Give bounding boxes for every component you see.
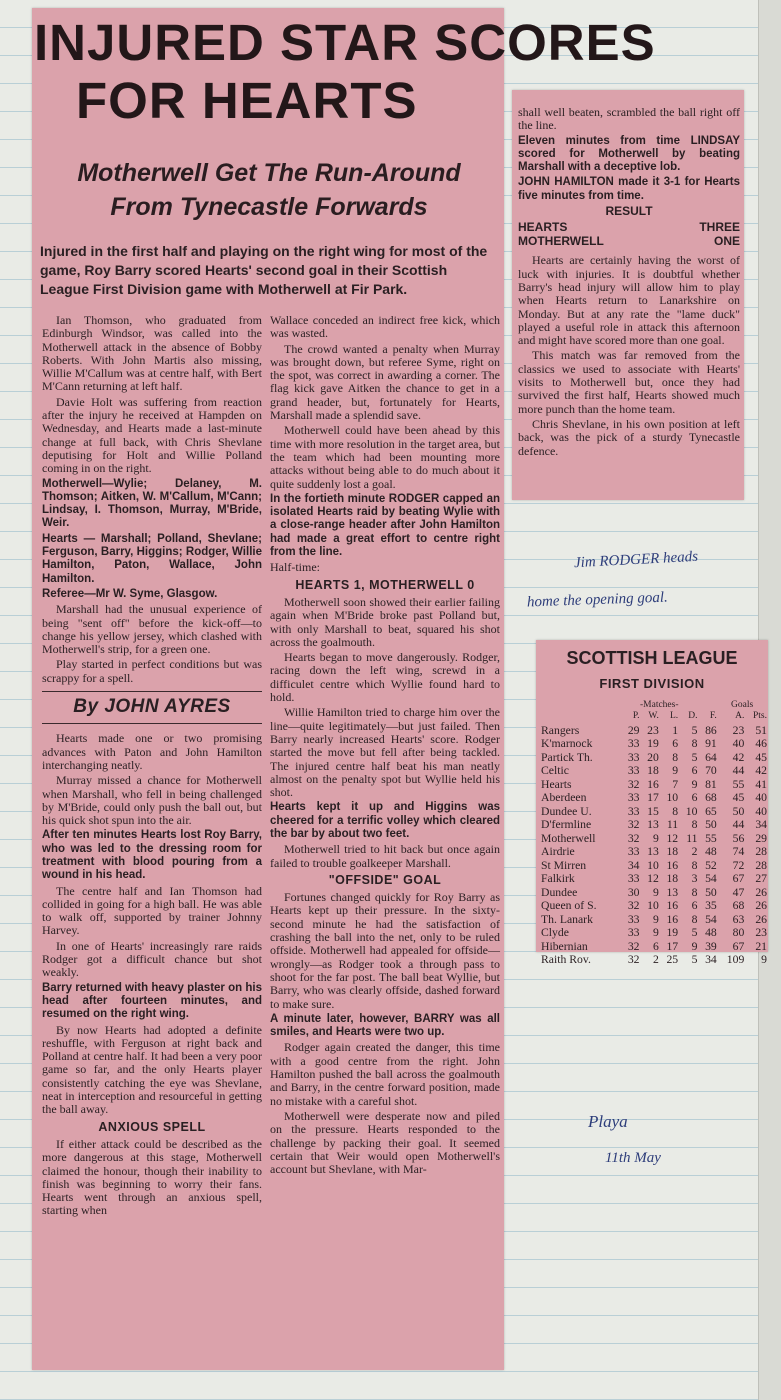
header-for: F. — [709, 711, 717, 721]
league-group-matches: -Matches- — [640, 700, 679, 710]
table-cell: 32 — [627, 818, 640, 831]
table-cell: 7 — [672, 777, 679, 791]
header-points: Pts. — [753, 711, 767, 721]
table-cell: 55 — [705, 831, 717, 845]
subheadline-line-2: From Tynecastle Forwards — [110, 193, 428, 221]
table-cell: 32 — [627, 939, 640, 953]
table-cell: 34 — [627, 858, 640, 872]
paragraph: shall well beaten, scrambled the ball right off the line. — [518, 105, 740, 133]
table-cell: 21 — [755, 939, 767, 953]
table-row — [540, 859, 768, 873]
table-row — [540, 940, 768, 954]
motherwell-lineup: Motherwell—Wylie; Delaney, M. Thomson; Aitken, W. M'Callum, M'Cann; Lindsay, I. Thomson, Murray, M'Bride, Weir. — [42, 477, 262, 530]
paragraph: Wallace conceded an indirect free kick, which was wasted. — [270, 313, 500, 341]
table-cell: 39 — [705, 939, 717, 953]
table-cell: 6 — [691, 764, 698, 777]
article-column-2 — [270, 314, 500, 1178]
table-row — [540, 791, 768, 805]
paragraph: In one of Hearts' increasingly rare raids Rodger got a difficult chance but shot weakly. — [42, 938, 262, 980]
table-cell: 6 — [672, 737, 679, 750]
table-cell: 50 — [705, 885, 717, 899]
article-column-1 — [42, 314, 262, 1220]
table-cell: 23 — [755, 926, 767, 939]
table-cell: 8 — [691, 858, 698, 872]
table-cell: 72 — [732, 858, 745, 872]
handwritten-note-4: 11th May — [605, 1150, 661, 1166]
table-cell: 33 — [627, 845, 640, 858]
team-name: D'fermline — [541, 818, 592, 831]
table-cell: 12 — [647, 872, 659, 885]
table-cell: 74 — [732, 845, 745, 858]
table-row — [540, 886, 768, 900]
paragraph: Motherwell were desperate now and piled on the pressure. Hearts responded to the challenge by packing their goal. It seemed certain that Weir would open Motherwell's account but Shevlane, with Mar- — [270, 1108, 500, 1177]
table-cell: 63 — [732, 912, 745, 926]
table-cell: 33 — [627, 791, 640, 804]
table-cell: 48 — [705, 926, 717, 939]
table-cell: 6 — [691, 791, 698, 804]
table-cell: 29 — [755, 831, 767, 845]
table-cell: 9 — [652, 885, 659, 899]
table-cell: 33 — [627, 764, 640, 777]
league-header-row — [540, 710, 768, 724]
table-cell: 65 — [705, 804, 717, 818]
table-cell: 40 — [755, 804, 767, 818]
table-cell: 13 — [666, 885, 679, 899]
table-cell: 47 — [732, 885, 745, 899]
table-row — [540, 899, 768, 913]
table-cell: 18 — [666, 845, 679, 858]
team-name: Hearts — [541, 777, 572, 791]
table-cell: 19 — [647, 737, 659, 750]
table-cell: 42 — [732, 750, 745, 764]
paragraph-bold: Barry returned with heavy plaster on his head after fourteen minutes, and resumed on the right wing. — [42, 981, 262, 1021]
team-name: Clyde — [541, 926, 569, 939]
table-cell: 52 — [705, 858, 717, 872]
table-cell: 6 — [652, 939, 659, 953]
table-cell: 67 — [732, 872, 745, 885]
table-cell: 15 — [647, 804, 659, 818]
table-cell: 64 — [705, 750, 717, 764]
paragraph: Davie Holt was suffering from reaction after the injury he received at Hampden on Wednesday, and Hearts made a last-minute change at full back, with Chris Shevlane deputising for Holt and Willie Polland coming in on the right. — [42, 394, 262, 476]
paragraph: Play started in perfect conditions but was scrappy for a spell. — [42, 657, 262, 685]
table-cell: 18 — [666, 872, 679, 885]
paragraph-bold: In the fortieth minute RODGER capped an isolated Hearts raid by beating Wylie with a close-range header after John Hamilton had made a great effort to centre right from the line. — [270, 492, 500, 559]
table-cell: 67 — [732, 939, 745, 953]
table-cell: 35 — [705, 899, 717, 912]
team-name: Motherwell — [541, 831, 596, 845]
table-cell: 70 — [705, 764, 717, 777]
table-cell: 3 — [691, 872, 698, 885]
table-cell: 32 — [627, 777, 640, 791]
team-name: Hibernian — [541, 939, 588, 953]
table-cell: 17 — [647, 791, 659, 804]
table-cell: 40 — [755, 791, 767, 804]
paragraph: Motherwell soon showed their earlier failing again when M'Bride broke past Polland but, with only Marshall to beat, squared his shot across the goalmouth. — [270, 594, 500, 649]
table-cell: 9 — [761, 953, 767, 966]
table-cell: 44 — [732, 764, 745, 777]
team-name: Partick Th. — [541, 750, 593, 764]
paragraph: The crowd wanted a penalty when Murray was brought down, but referee Syme, right on the spot, was correct in awarding a corner. The flag kick gave Aitken the chance to get in a grand header, but, fortunately for Hearts, Marshall made a splendid save. — [270, 341, 500, 423]
subheadline — [34, 156, 504, 224]
handwritten-note-1: Jim RODGER heads — [573, 548, 699, 572]
table-cell: 8 — [691, 737, 698, 750]
section-subhead: "OFFSIDE" GOAL — [328, 872, 442, 887]
table-cell: 10 — [647, 858, 659, 872]
table-cell: 33 — [627, 926, 640, 939]
paragraph: This match was far removed from the classics we used to associate with Hearts' visits to Motherwell but, once they had survived the first half, Hearts showed much more punch than the home team. — [518, 348, 740, 416]
paragraph: The centre half and Ian Thomson had collided in going for a high ball. He was able to walk off, supported by trainer Johnny Harvey. — [42, 883, 262, 938]
table-row — [540, 926, 768, 940]
result-heading: RESULT — [605, 204, 653, 219]
paragraph: Fortunes changed quickly for Roy Barry as Hearts kept up their pressure. In the sixty-second minute he had the satisfaction of crashing the ball into the net, only to be ruled offside. Motherwell had appealed for offside—wrongly—as Rodger took a through pass to shoot for the far post. The ball beat Wyllie, but Barry, who was clearly offside, dashed forward to make sure. — [270, 890, 500, 1011]
paragraph: Hearts began to move dangerously. Rodger, racing down the left wing, screwd in a difficulet centre which Wyllie found hard to hold. — [270, 650, 500, 705]
table-cell: 68 — [732, 899, 745, 912]
header-team — [540, 710, 621, 724]
paragraph: Hearts are certainly having the worst of luck with injuries. It is doubtful whether Barry's head injury will allow him to play when Hearts return to Lanarkshire on Monday. But at any rate the "lame duck" played a useful role in attack this afternoon and might have scored more than one goal. — [518, 253, 740, 348]
table-cell: 8 — [691, 912, 698, 926]
paragraph: If either attack could be described as the more dangerous at this stage, Motherwell claimed the honour, though their inability to finish was beginning to worry their fans. Hearts went through an anxious spell, starting when — [42, 1136, 262, 1218]
header-won: W. — [648, 711, 659, 721]
team-name: Airdrie — [541, 845, 575, 858]
team-name: K'marnock — [541, 737, 593, 750]
table-cell: 8 — [672, 804, 679, 818]
table-row — [540, 913, 768, 927]
team-name: Dundee U. — [541, 804, 592, 818]
paragraph: By now Hearts had adopted a definite reshuffle, with Ferguson at right back and Polland at centre half. It had been a very poor game so far, and the only Hearts player consistently catching the eye was Shevlane, neat in interception and resourceful in getting the ball away. — [42, 1022, 262, 1117]
table-cell: 6 — [691, 899, 698, 912]
paragraph: Murray missed a chance for Motherwell when Marshall, who fell in being challenged by M'Bride, could only push the ball out, but his quick shot spun into the air. — [42, 773, 262, 828]
table-row — [540, 832, 768, 846]
paragraph: Rodger again created the danger, this time with a good centre from the right. John Hamilton pushed the ball across the goalmouth and Barry, in the centre forward position, made no mistake with a careful shot. — [270, 1040, 500, 1108]
table-cell: 68 — [705, 791, 717, 804]
table-cell: 32 — [627, 831, 640, 845]
table-cell: 5 — [691, 750, 698, 764]
paragraph-bold: Eleven minutes from time LINDSAY scored for Motherwell by beating Marshall with a deceptive lob. — [518, 134, 740, 174]
table-cell: 33 — [627, 750, 640, 764]
team-name: Aberdeen — [541, 791, 587, 804]
referee: Referee—Mr W. Syme, Glasgow. — [42, 587, 218, 600]
handwritten-note-2: home the opening goal. — [526, 589, 669, 611]
table-cell: 28 — [755, 845, 767, 858]
table-cell: 16 — [647, 777, 659, 791]
table-row — [540, 724, 768, 738]
team-name: Raith Rov. — [541, 953, 591, 966]
table-cell: 9 — [691, 777, 698, 791]
table-cell: 9 — [691, 939, 698, 953]
paragraph: Motherwell could have been ahead by this time with more resolution in the target area, but the team which had been mounting more attacks without being able to do much about it quite suddenly lost a goal. — [270, 423, 500, 491]
result-score: ONE — [713, 234, 740, 249]
table-cell: 5 — [691, 723, 698, 737]
table-cell: 17 — [666, 939, 679, 953]
paragraph: Marshall had the unusual experience of being "sent off" before the kick-off—to change his yellow jersey, which clashed with Motherwell's strip, for a green one. — [42, 602, 262, 657]
section-subhead: ANXIOUS SPELL — [98, 1119, 206, 1134]
table-row — [540, 872, 768, 886]
table-cell: 41 — [755, 777, 767, 791]
table-cell: 25 — [666, 953, 679, 966]
table-cell: 2 — [691, 845, 698, 858]
table-cell: 10 — [666, 791, 679, 804]
league-title: SCOTTISH LEAGUE — [566, 648, 738, 668]
league-body — [540, 724, 768, 967]
table-cell: 16 — [666, 912, 679, 926]
byline-box — [42, 691, 262, 724]
paragraph-bold: A minute later, however, BARRY was all smiles, and Hearts were two up. — [270, 1012, 500, 1039]
table-row — [540, 845, 768, 859]
header-played: P. — [632, 711, 640, 721]
team-name: Dundee — [541, 885, 578, 899]
team-name: Rangers — [541, 723, 580, 737]
paragraph: Willie Hamilton tried to charge him over the line—quite legitimately—but just failed. Then Barry nearly increased Hearts' score. Rodger started the move but fell after being tackled. The injured centre half beat his man neatly almost on the penalty spot but Wyllie held his shot. — [270, 705, 500, 800]
league-subtitle: FIRST DIVISION — [599, 676, 705, 691]
table-cell: 19 — [666, 926, 679, 939]
table-cell: 1 — [672, 723, 679, 737]
subheadline-line-1: Motherwell Get The Run-Around — [77, 159, 461, 187]
table-cell: 5 — [691, 953, 698, 966]
table-cell: 26 — [755, 885, 767, 899]
half-time-label: Half-time: — [270, 560, 320, 575]
table-cell: 26 — [755, 899, 767, 912]
table-cell: 54 — [705, 912, 717, 926]
team-name: St Mirren — [541, 858, 587, 872]
table-cell: 9 — [652, 926, 659, 939]
table-cell: 86 — [705, 723, 717, 737]
table-cell: 45 — [755, 750, 767, 764]
table-cell: 50 — [705, 818, 717, 831]
result-row-motherwell — [518, 234, 740, 248]
table-cell: 45 — [732, 791, 745, 804]
table-cell: 33 — [627, 872, 640, 885]
handwritten-note-3: Playa — [588, 1112, 628, 1131]
header-drawn: D. — [688, 711, 698, 721]
table-cell: 80 — [732, 926, 745, 939]
table-cell: 29 — [627, 723, 640, 737]
table-cell: 13 — [647, 845, 659, 858]
table-cell: 16 — [666, 858, 679, 872]
table-cell: 42 — [755, 764, 767, 777]
paragraph: Motherwell tried to hit back but once again failed to trouble goalkeeper Marshall. — [270, 842, 500, 870]
table-cell: 55 — [732, 777, 745, 791]
table-cell: 46 — [755, 737, 767, 750]
table-cell: 18 — [647, 764, 659, 777]
result-team: MOTHERWELL — [518, 234, 604, 249]
table-cell: 40 — [732, 737, 745, 750]
table-cell: 20 — [647, 750, 659, 764]
paragraph: Hearts made one or two promising advances with Paton and John Hamilton interchanging neatly. — [42, 731, 262, 772]
table-cell: 34 — [705, 953, 717, 966]
table-cell: 8 — [672, 750, 679, 764]
table-cell: 32 — [627, 953, 640, 966]
result-score: THREE — [699, 220, 740, 235]
table-cell: 81 — [705, 777, 717, 791]
table-row — [540, 778, 768, 792]
table-cell: 27 — [755, 872, 767, 885]
table-cell: 9 — [672, 764, 679, 777]
paragraph-bold: JOHN HAMILTON made it 3-1 for Hearts five minutes from time. — [518, 176, 740, 202]
table-cell: 11 — [686, 831, 698, 845]
table-cell: 10 — [685, 804, 698, 818]
table-row — [540, 805, 768, 819]
table-cell: 5 — [691, 926, 698, 939]
table-cell: 2 — [652, 953, 659, 966]
table-cell: 16 — [666, 899, 679, 912]
paragraph-bold: Hearts kept it up and Higgins was cheered for a terrific volley which cleared the bar by about two feet. — [270, 801, 500, 840]
table-cell: 34 — [755, 818, 767, 831]
table-cell: 12 — [666, 831, 679, 845]
table-cell: 9 — [652, 831, 659, 845]
table-row — [540, 737, 768, 751]
header-lost: L. — [669, 711, 679, 721]
table-cell: 32 — [627, 899, 640, 912]
result-row-hearts — [518, 220, 740, 234]
table-row — [540, 751, 768, 765]
table-cell: 109 — [726, 953, 745, 966]
table-cell: 28 — [755, 858, 767, 872]
byline: By JOHN AYRES — [73, 696, 231, 718]
table-cell: 26 — [755, 912, 767, 926]
table-cell: 33 — [627, 804, 640, 818]
intro-paragraph: Injured in the first half and playing on the right wing for most of the game, Roy Barry scored Hearts' second goal in their Scottish League First Division game with Motherwell at Fir Park. — [40, 243, 488, 297]
paragraph: Chris Shevlane, in his own position at left back, was the pick of a sturdy Tynecastle defence. — [518, 416, 740, 458]
table-cell: 51 — [755, 723, 767, 737]
headline-line-1: INJURED STAR SCORES — [34, 14, 656, 71]
table-cell: 50 — [732, 804, 745, 818]
team-name: Queen of S. — [541, 899, 597, 912]
result-team: HEARTS — [518, 220, 568, 235]
league-table — [540, 710, 768, 967]
table-cell: 8 — [691, 818, 698, 831]
table-cell: 10 — [647, 899, 659, 912]
table-row — [540, 953, 768, 967]
table-cell: 48 — [705, 845, 717, 858]
league-group-goals: Goals — [731, 700, 754, 710]
team-name: Celtic — [541, 764, 569, 777]
hearts-lineup: Hearts — Marshall; Polland, Shevlane; Ferguson, Barry, Higgins; Rodger, Willie Hamilton, Paton, Wallace, John Hamilton. — [42, 532, 262, 585]
table-cell: 56 — [732, 831, 745, 845]
half-time-score: HEARTS 1, MOTHERWELL 0 — [295, 577, 475, 592]
table-cell: 23 — [647, 723, 659, 737]
table-cell: 11 — [666, 818, 679, 831]
table-cell: 54 — [705, 872, 717, 885]
paragraph-bold: After ten minutes Hearts lost Roy Barry, who was led to the dressing room for treatment with blood pouring from a wound in his head. — [42, 829, 262, 882]
table-cell: 91 — [705, 737, 717, 750]
paragraph: Ian Thomson, who graduated from Edinburgh Windsor, was called into the Motherwell attack in the absence of Bobby Roberts. With John Martis also missing, Willie M'Callum was at centre half, with Bert M'Cann returning at left half. — [42, 313, 262, 394]
table-cell: 33 — [627, 737, 640, 750]
table-cell: 23 — [732, 723, 745, 737]
table-cell: 9 — [652, 912, 659, 926]
table-row — [540, 764, 768, 778]
header-against: A. — [735, 711, 745, 721]
table-cell: 8 — [691, 885, 698, 899]
table-cell: 33 — [627, 912, 640, 926]
table-cell: 44 — [732, 818, 745, 831]
team-name: Falkirk — [541, 872, 575, 885]
table-row — [540, 818, 768, 832]
table-cell: 13 — [647, 818, 659, 831]
table-cell: 30 — [627, 885, 640, 899]
article-column-3 — [518, 106, 740, 460]
team-name: Th. Lanark — [541, 912, 593, 926]
headline-line-2: FOR HEARTS — [76, 72, 418, 129]
